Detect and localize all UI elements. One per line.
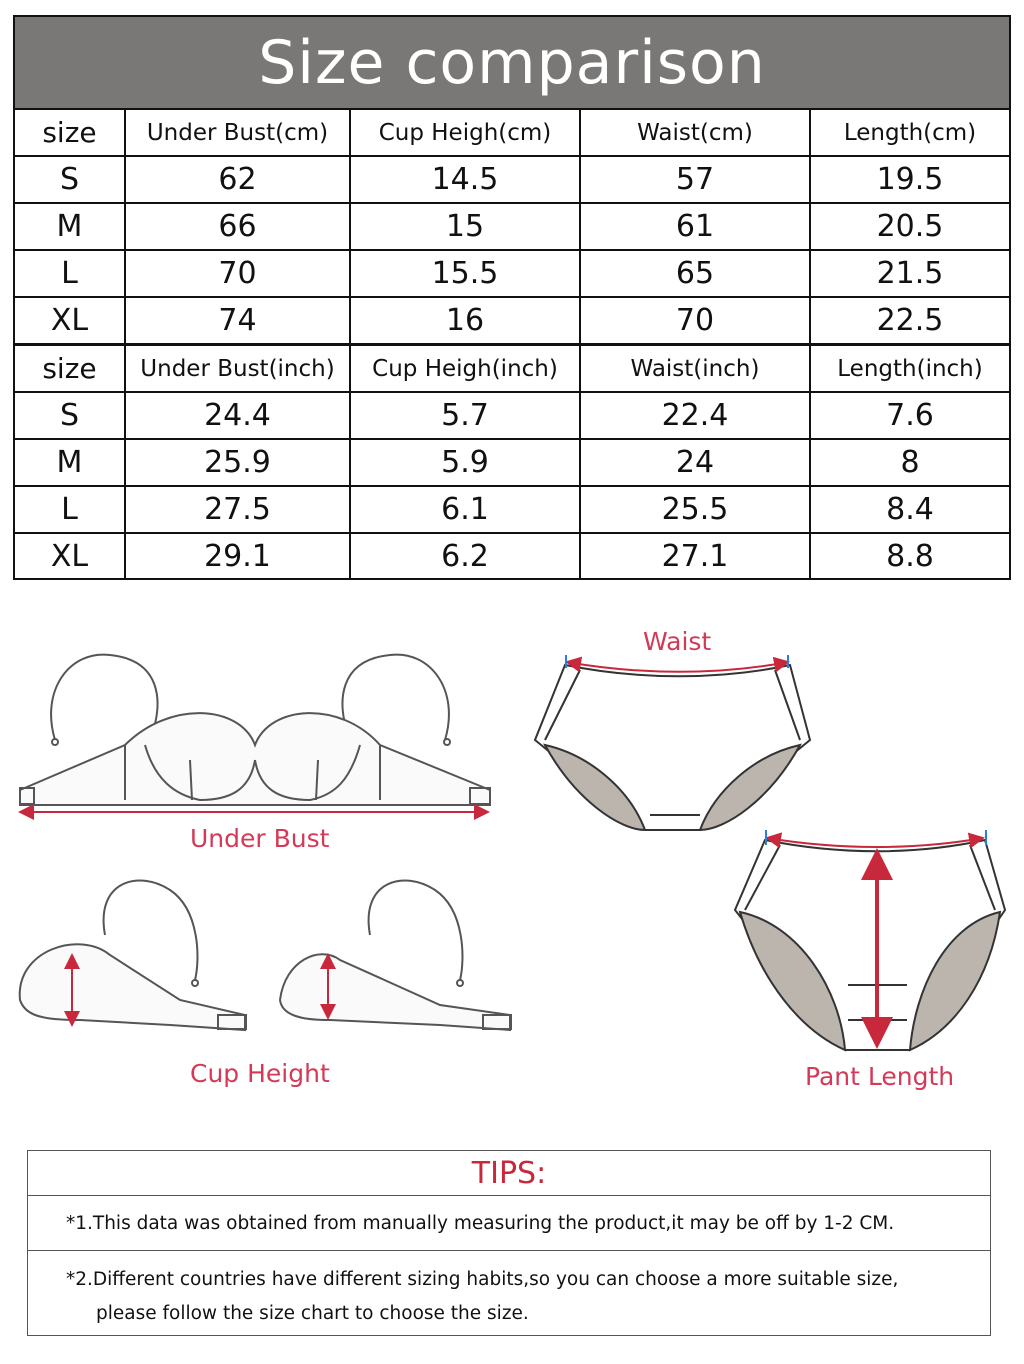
tip-1: *1.This data was obtained from manually measuring the product,it may be off by 1-2 CM. xyxy=(28,1196,990,1251)
tip-2 xyxy=(28,1251,990,1331)
inch_table-value-cell: 24.4 xyxy=(125,392,350,439)
cm_table-size-cell: XL xyxy=(15,297,125,345)
inch_table-value-cell: 25.9 xyxy=(125,439,350,486)
inch_table-row xyxy=(15,533,1009,579)
cm_table-header-cell: size xyxy=(15,110,125,156)
inch_table-value-cell: 6.1 xyxy=(350,486,580,533)
cm_table-row xyxy=(15,203,1009,250)
inch_table-value-cell: 25.5 xyxy=(580,486,810,533)
cm_table-size-cell: L xyxy=(15,250,125,297)
tips-title: TIPS: xyxy=(28,1151,990,1196)
bra-side-drawing-left xyxy=(20,880,246,1030)
inch_table-row xyxy=(15,392,1009,439)
cm_table-value-cell: 62 xyxy=(125,156,350,203)
inch_table-value-cell: 8.4 xyxy=(810,486,1009,533)
inch_table-header-cell: Under Bust(inch) xyxy=(125,345,350,393)
inch_table-size-cell: M xyxy=(15,439,125,486)
inch_table-value-cell: 27.5 xyxy=(125,486,350,533)
cm_table-value-cell: 20.5 xyxy=(810,203,1009,250)
panty-back-drawing xyxy=(735,840,1005,1050)
inch_table-header-cell: Length(inch) xyxy=(810,345,1009,393)
cm_table-value-cell: 19.5 xyxy=(810,156,1009,203)
size-table xyxy=(13,15,1011,580)
measurement-illustrations xyxy=(0,600,1024,1120)
inch_table-row xyxy=(15,439,1009,486)
cm_table-value-cell: 70 xyxy=(580,297,810,345)
waist-label: Waist xyxy=(643,627,712,656)
cm_table-value-cell: 22.5 xyxy=(810,297,1009,345)
inch_table-value-cell: 8 xyxy=(810,439,1009,486)
inch_table-value-cell: 22.4 xyxy=(580,392,810,439)
cm_table-header-cell: Length(cm) xyxy=(810,110,1009,156)
inch_table-size-cell: S xyxy=(15,392,125,439)
cm_table-value-cell: 65 xyxy=(580,250,810,297)
cm_table-header-cell: Cup Heigh(cm) xyxy=(350,110,580,156)
under-bust-label: Under Bust xyxy=(190,824,330,853)
cm_table-value-cell: 57 xyxy=(580,156,810,203)
page-title: Size comparison xyxy=(15,17,1009,110)
cm_table-value-cell: 16 xyxy=(350,297,580,345)
cm_table-value-cell: 74 xyxy=(125,297,350,345)
panty-front-drawing xyxy=(535,665,810,830)
inch_table-header-cell: Cup Heigh(inch) xyxy=(350,345,580,393)
cm_table-value-cell: 66 xyxy=(125,203,350,250)
cm_table-value-cell: 21.5 xyxy=(810,250,1009,297)
cm_table-header-cell: Under Bust(cm) xyxy=(125,110,350,156)
inch_table-row xyxy=(15,486,1009,533)
cm_table-row xyxy=(15,250,1009,297)
tips-box xyxy=(27,1150,991,1336)
inch_table-value-cell: 8.8 xyxy=(810,533,1009,579)
inch_table-header-cell: size xyxy=(15,345,125,393)
cm_table-value-cell: 15.5 xyxy=(350,250,580,297)
inch_table-size-cell: XL xyxy=(15,533,125,579)
tip-2-line-2: please follow the size chart to choose the size. xyxy=(96,1303,529,1324)
inch_table-header-row xyxy=(15,345,1009,393)
size-grid xyxy=(15,110,1009,579)
bra-front-drawing xyxy=(20,655,490,805)
cm_table-value-cell: 61 xyxy=(580,203,810,250)
inch_table-value-cell: 5.9 xyxy=(350,439,580,486)
cm_table-value-cell: 70 xyxy=(125,250,350,297)
inch_table-value-cell: 29.1 xyxy=(125,533,350,579)
inch_table-value-cell: 6.2 xyxy=(350,533,580,579)
pant-length-label: Pant Length xyxy=(805,1062,955,1091)
cm_table-size-cell: S xyxy=(15,156,125,203)
cm_table-size-cell: M xyxy=(15,203,125,250)
cm_table-row xyxy=(15,156,1009,203)
bra-side-drawing-right xyxy=(280,880,511,1030)
inch_table-size-cell: L xyxy=(15,486,125,533)
inch_table-value-cell: 27.1 xyxy=(580,533,810,579)
cm_table-value-cell: 15 xyxy=(350,203,580,250)
cm_table-header-cell: Waist(cm) xyxy=(580,110,810,156)
inch_table-value-cell: 5.7 xyxy=(350,392,580,439)
cm_table-value-cell: 14.5 xyxy=(350,156,580,203)
inch_table-value-cell: 24 xyxy=(580,439,810,486)
cup-height-label: Cup Height xyxy=(190,1059,330,1088)
tip-2-line-1: *2.Different countries have different sizing habits,so you can choose a more suitable size, xyxy=(66,1269,899,1290)
inch_table-value-cell: 7.6 xyxy=(810,392,1009,439)
inch_table-header-cell: Waist(inch) xyxy=(580,345,810,393)
cm_table-header-row xyxy=(15,110,1009,156)
cm_table-row xyxy=(15,297,1009,345)
